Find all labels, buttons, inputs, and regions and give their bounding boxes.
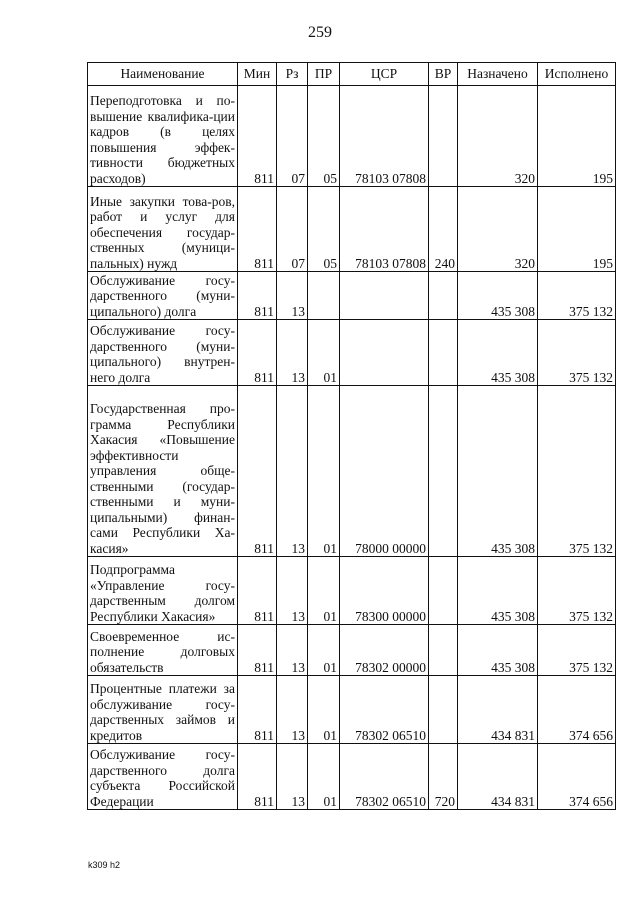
cell-csr: 78103 07808 xyxy=(340,187,429,272)
header-pr: ПР xyxy=(308,63,340,86)
cell-min: 811 xyxy=(238,557,277,625)
cell-rz: 13 xyxy=(277,272,308,320)
header-name: Наименование xyxy=(88,63,238,86)
cell-assigned: 435 308 xyxy=(458,320,538,386)
cell-pr: 01 xyxy=(308,676,340,744)
cell-assigned: 320 xyxy=(458,86,538,187)
table-row xyxy=(88,625,616,676)
cell-name: Подпрограмма «Управление госу-дарственным долгом Республики Хакасия» xyxy=(88,557,238,625)
cell-pr: 01 xyxy=(308,744,340,810)
table-header xyxy=(88,63,616,86)
cell-vr: 720 xyxy=(429,744,458,810)
cell-name: Обслуживание госу-дарственного долга субъекта Российской Федерации xyxy=(88,744,238,810)
cell-assigned: 435 308 xyxy=(458,272,538,320)
table-row xyxy=(88,557,616,625)
header-assigned: Назначено xyxy=(458,63,538,86)
cell-pr: 01 xyxy=(308,386,340,557)
cell-assigned: 434 831 xyxy=(458,676,538,744)
cell-name: Иные закупки това-ров, работ и услуг для обеспечения государ-ственных (муници-пальных) нужд xyxy=(88,187,238,272)
cell-csr: 78302 06510 xyxy=(340,744,429,810)
cell-name: Государственная про-грамма Республики Хакасия «Повышение эффективности управления обще-ственными (государ-ственными и муни-ципальными) финан-сами Республики Ха-касия» xyxy=(88,386,238,557)
cell-csr xyxy=(340,272,429,320)
cell-min: 811 xyxy=(238,386,277,557)
cell-name: Переподготовка и по-вышение квалифика-ции кадров (в целях повышения эффек-тивности бюджетных расходов) xyxy=(88,86,238,187)
cell-assigned: 434 831 xyxy=(458,744,538,810)
cell-executed: 375 132 xyxy=(538,320,616,386)
header-min: Мин xyxy=(238,63,277,86)
header-rz: Рз xyxy=(277,63,308,86)
table-row xyxy=(88,744,616,810)
cell-rz: 07 xyxy=(277,86,308,187)
footer-code: k309 h2 xyxy=(88,860,121,870)
cell-assigned: 435 308 xyxy=(458,625,538,676)
table-row xyxy=(88,187,616,272)
table-row xyxy=(88,272,616,320)
cell-min: 811 xyxy=(238,676,277,744)
cell-csr: 78302 00000 xyxy=(340,625,429,676)
cell-min: 811 xyxy=(238,272,277,320)
cell-rz: 13 xyxy=(277,625,308,676)
cell-pr: 01 xyxy=(308,557,340,625)
cell-csr: 78103 07808 xyxy=(340,86,429,187)
cell-name: Своевременное ис-полнение долговых обязательств xyxy=(88,625,238,676)
cell-vr xyxy=(429,320,458,386)
cell-vr xyxy=(429,625,458,676)
cell-name: Обслуживание госу-дарственного (муни-ципального) внутрен-него долга xyxy=(88,320,238,386)
table-row xyxy=(88,320,616,386)
cell-vr xyxy=(429,676,458,744)
cell-name: Процентные платежи за обслуживание госу-дарственных займов и кредитов xyxy=(88,676,238,744)
cell-csr: 78302 06510 xyxy=(340,676,429,744)
table-row xyxy=(88,386,616,557)
cell-pr xyxy=(308,272,340,320)
cell-executed: 375 132 xyxy=(538,625,616,676)
table-row xyxy=(88,676,616,744)
cell-pr: 05 xyxy=(308,187,340,272)
cell-csr: 78000 00000 xyxy=(340,386,429,557)
cell-executed: 375 132 xyxy=(538,272,616,320)
cell-min: 811 xyxy=(238,320,277,386)
cell-rz: 13 xyxy=(277,676,308,744)
cell-csr xyxy=(340,320,429,386)
table-row xyxy=(88,86,616,187)
cell-vr xyxy=(429,557,458,625)
header-vr: ВР xyxy=(429,63,458,86)
cell-min: 811 xyxy=(238,744,277,810)
cell-executed: 195 xyxy=(538,86,616,187)
cell-rz: 13 xyxy=(277,557,308,625)
cell-executed: 195 xyxy=(538,187,616,272)
cell-assigned: 320 xyxy=(458,187,538,272)
budget-table xyxy=(87,62,616,810)
page-number: 259 xyxy=(308,24,332,41)
cell-vr xyxy=(429,386,458,557)
header-row xyxy=(88,63,616,86)
cell-min: 811 xyxy=(238,625,277,676)
cell-min: 811 xyxy=(238,187,277,272)
cell-pr: 01 xyxy=(308,625,340,676)
table-body xyxy=(88,86,616,810)
cell-assigned: 435 308 xyxy=(458,557,538,625)
header-executed: Исполнено xyxy=(538,63,616,86)
cell-assigned: 435 308 xyxy=(458,386,538,557)
cell-rz: 07 xyxy=(277,187,308,272)
cell-vr xyxy=(429,272,458,320)
cell-rz: 13 xyxy=(277,386,308,557)
cell-pr: 05 xyxy=(308,86,340,187)
cell-name: Обслуживание госу-дарственного (муни-ципального) долга xyxy=(88,272,238,320)
cell-pr: 01 xyxy=(308,320,340,386)
header-csr: ЦСР xyxy=(340,63,429,86)
cell-min: 811 xyxy=(238,86,277,187)
cell-csr: 78300 00000 xyxy=(340,557,429,625)
cell-rz: 13 xyxy=(277,320,308,386)
cell-executed: 374 656 xyxy=(538,676,616,744)
cell-executed: 375 132 xyxy=(538,386,616,557)
cell-executed: 375 132 xyxy=(538,557,616,625)
cell-vr: 240 xyxy=(429,187,458,272)
cell-vr xyxy=(429,86,458,187)
cell-rz: 13 xyxy=(277,744,308,810)
cell-executed: 374 656 xyxy=(538,744,616,810)
